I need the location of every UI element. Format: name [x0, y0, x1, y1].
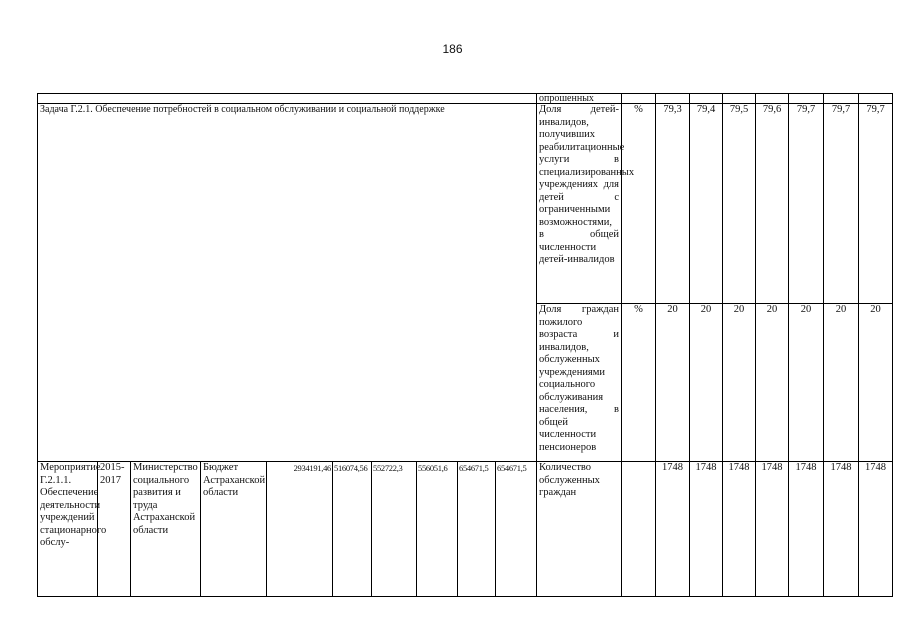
header-blank-cell [38, 94, 537, 104]
indicator-1-value: 79,3 [656, 104, 690, 304]
measure-value: 1748 [789, 462, 824, 597]
page-number: 186 [442, 42, 463, 56]
measure-executor: Министерство социального развития и труда Астраханской области [131, 462, 201, 597]
measure-value: 1748 [656, 462, 690, 597]
indicator-unit-2: % [622, 304, 656, 462]
measure-period: 2015-2017 [98, 462, 131, 597]
indicator-1-value: 79,4 [690, 104, 723, 304]
header-row [38, 94, 893, 104]
indicator-2-value: 20 [859, 304, 893, 462]
indicator-unit-1: % [622, 104, 656, 304]
program-table [37, 93, 893, 597]
measure-unit [622, 462, 656, 597]
finance-value: 556051,6 [417, 462, 458, 597]
indicator-1-value: 79,5 [723, 104, 756, 304]
indicator-2-value: 20 [690, 304, 723, 462]
measure-indicator: Количество обслуженных граждан [537, 462, 622, 597]
indicator-2-value: 20 [723, 304, 756, 462]
indicator-text-2: Доля граждан пожилого возраста и инвалидов, обслуженных учреждениями социального обслуживания населения, в общей численности пенсионеров [537, 304, 622, 462]
measure-value: 1748 [824, 462, 859, 597]
measure-value: 1748 [859, 462, 893, 597]
task-title: Задача Г.2.1. Обеспечение потребностей в социальном обслуживании и социальной поддержке [38, 104, 537, 462]
measure-value: 1748 [756, 462, 789, 597]
measure-value: 1748 [690, 462, 723, 597]
finance-value: 654671,5 [458, 462, 496, 597]
measure-source: Бюджет Астраханской области [201, 462, 267, 597]
indicator-1-value: 79,6 [756, 104, 789, 304]
finance-value: 552722,3 [372, 462, 417, 597]
header-unit-cell [622, 94, 656, 104]
finance-value: 654671,5 [496, 462, 537, 597]
indicator-1-value: 79,7 [859, 104, 893, 304]
finance-value: 516074,56 [333, 462, 372, 597]
indicator-2-value: 20 [824, 304, 859, 462]
measure-value: 1748 [723, 462, 756, 597]
indicator-1-value: 79,7 [824, 104, 859, 304]
indicator-tail-cell: опрошенных [537, 94, 622, 104]
indicator-2-value: 20 [756, 304, 789, 462]
finance-total: 2934191,46 [267, 462, 333, 597]
indicator-1-value: 79,7 [789, 104, 824, 304]
measure-row [38, 462, 893, 597]
indicator-2-value: 20 [789, 304, 824, 462]
indicator-2-value: 20 [656, 304, 690, 462]
indicator-text-1: Доля детей-инвалидов, получивших реабилитационные услуги в специализированных учреждениях для детей с ограниченными возможностями, в общей численности детей-инвалидов [537, 104, 622, 304]
task-row-1 [38, 104, 893, 304]
measure-name: Мероприятие Г.2.1.1. Обеспечение деятельности учреждений стационарного обслу- [38, 462, 98, 597]
